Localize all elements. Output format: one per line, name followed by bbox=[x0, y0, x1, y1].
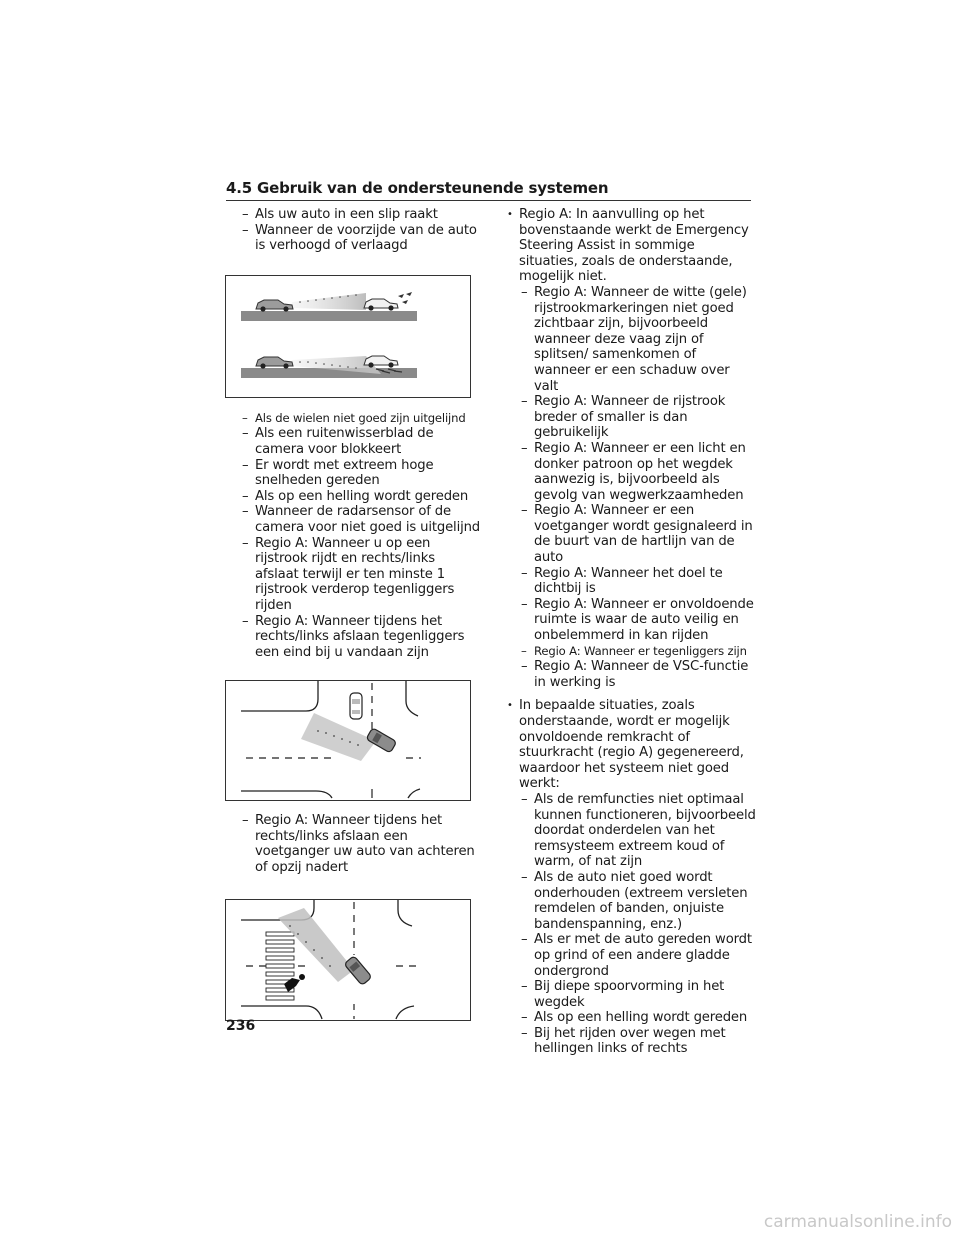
car-icon bbox=[256, 357, 293, 369]
list-item: – Regio A: Wanneer tijdens het rechts/links afslaan tegenliggers een eind bij u vandaan zijn bbox=[242, 614, 482, 661]
list-item: – Bij diepe spoorvorming in het wegdek bbox=[521, 979, 756, 1010]
list-item: – Als uw auto in een slip raakt bbox=[242, 207, 482, 223]
bullet-item: • Regio A: In aanvulling op het bovenstaande werkt de Emergency Steering Assist in sommige situaties, zoals de onderstaande, mogelijk niet. bbox=[506, 207, 756, 285]
list-item: – Regio A: Wanneer u op een rijstrook rijdt en rechts/links afslaat terwijl er ten minste 1 rijstrook verderop tegenliggers rijden bbox=[242, 536, 482, 614]
list-item: – Bij het rijden over wegen met hellingen links of rechts bbox=[521, 1026, 756, 1057]
list-item: – Er wordt met extreem hoge snelheden gereden bbox=[242, 458, 482, 489]
list-item: – Regio A: Wanneer het doel te dichtbij is bbox=[521, 566, 756, 597]
car-icon bbox=[256, 300, 293, 312]
list-item: – Als de wielen niet goed zijn uitgelijnd bbox=[242, 411, 482, 427]
car-icon bbox=[364, 356, 398, 368]
car-icon bbox=[350, 693, 362, 719]
list-item: – Regio A: Wanneer de witte (gele) rijstrookmarkeringen niet goed zichtbaar zijn, bijvoorbeeld wanneer deze vaag zijn of splitsen/ samenkomen of wanneer er een schaduw over valt bbox=[521, 285, 756, 394]
page-number: 236 bbox=[226, 1018, 256, 1034]
list-item: – Als op een helling wordt gereden bbox=[242, 489, 482, 505]
right-column bbox=[506, 207, 756, 1057]
list-item: – Regio A: Wanneer er onvoldoende ruimte is waar de auto veilig en onbelemmerd in kan rijden bbox=[521, 597, 756, 644]
list-item: – Regio A: Wanneer er een licht en donker patroon op het wegdek aanwezig is, bijvoorbeeld als gevolg van wegwerkzaamheden bbox=[521, 441, 756, 503]
figure-skid-cars bbox=[225, 275, 471, 398]
figure-turning-oncoming bbox=[225, 680, 471, 801]
section-title: 4.5 Gebruik van de ondersteunende systemen bbox=[226, 179, 609, 197]
list-item: – Regio A: Wanneer tijdens het rechts/links afslaan een voetganger uw auto van achteren of opzij nadert bbox=[242, 813, 482, 875]
figure-turning-pedestrian bbox=[225, 899, 471, 1021]
list-item: – Als de auto niet goed wordt onderhouden (extreem versleten remdelen of banden, onjuiste bandenspanning, enz.) bbox=[521, 870, 756, 932]
list-item: – Als er met de auto gereden wordt op grind of een andere gladde ondergrond bbox=[521, 932, 756, 979]
pedestrian-icon bbox=[284, 974, 305, 992]
car-icon bbox=[366, 728, 397, 753]
section-header bbox=[226, 178, 751, 201]
list-item: – Regio A: Wanneer er een voetganger wordt gesignaleerd in de buurt van de hartlijn van de auto bbox=[521, 503, 756, 565]
list-item: – Als op een helling wordt gereden bbox=[521, 1010, 756, 1026]
list-item: – Regio A: Wanneer de rijstrook breder of smaller is dan gebruikelijk bbox=[521, 394, 756, 441]
list-item: – Regio A: Wanneer de VSC-functie in werking is bbox=[521, 659, 756, 690]
list-item: – Als de remfuncties niet optimaal kunnen functioneren, bijvoorbeeld doordat onderdelen van het remsysteem extreem koud of warm, of nat zijn bbox=[521, 792, 756, 870]
list-item: – Als een ruitenwisserblad de camera voor blokkeert bbox=[242, 426, 482, 457]
list-item: – Wanneer de radarsensor of de camera voor niet goed is uitgelijnd bbox=[242, 504, 482, 535]
footer-watermark: carmanualsonline.info bbox=[763, 1212, 952, 1232]
bullet-item: • In bepaalde situaties, zoals onderstaande, wordt er mogelijk onvoldoende remkracht of stuurkracht (regio A) gegenereerd, waardoor het systeem niet goed werkt: bbox=[506, 698, 756, 792]
list-item: – Regio A: Wanneer er tegenliggers zijn bbox=[521, 644, 756, 660]
left-column bbox=[242, 207, 482, 1021]
list-item: – Wanneer de voorzijde van de auto is verhoogd of verlaagd bbox=[242, 223, 482, 254]
car-icon bbox=[364, 299, 398, 311]
